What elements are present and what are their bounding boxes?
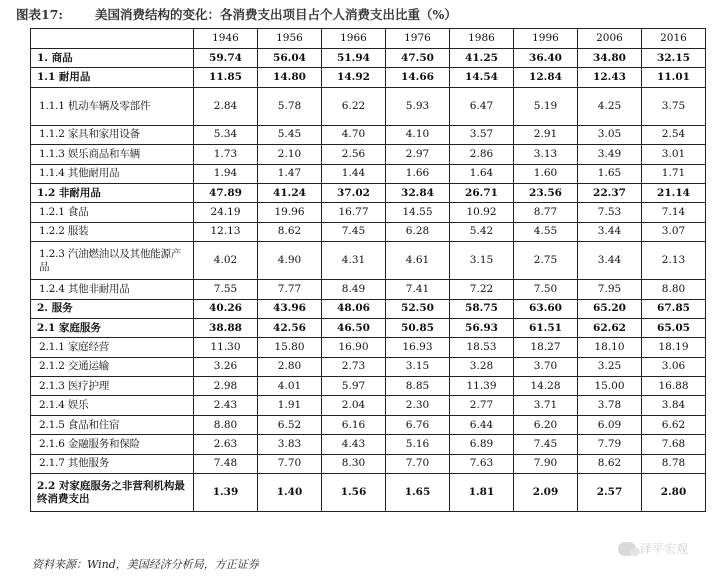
value-cell: 6.16 [322, 415, 386, 434]
value-cell: 14.28 [514, 377, 578, 396]
value-cell: 4.61 [386, 242, 450, 280]
value-cell: 8.80 [642, 280, 706, 299]
value-cell: 3.15 [450, 242, 514, 280]
row-label: 1.2 非耐用品 [31, 183, 194, 202]
value-cell: 6.44 [450, 415, 514, 434]
wechat-icon [618, 542, 636, 556]
table-row [31, 68, 706, 87]
value-cell: 2.86 [450, 145, 514, 164]
value-cell: 3.49 [578, 145, 642, 164]
value-cell: 14.66 [386, 68, 450, 87]
value-cell: 43.96 [258, 299, 322, 318]
watermark-text: 泽平宏观 [640, 542, 689, 556]
value-cell: 22.37 [578, 183, 642, 202]
row-label: 1.1.3 娱乐商品和车辆 [31, 145, 194, 164]
value-cell: 1.71 [642, 164, 706, 183]
value-cell: 4.43 [322, 435, 386, 454]
value-cell: 2.54 [642, 125, 706, 144]
value-cell: 4.25 [578, 87, 642, 125]
value-cell: 3.13 [514, 145, 578, 164]
value-cell: 8.30 [322, 454, 386, 473]
value-cell: 11.85 [194, 68, 258, 87]
value-cell: 7.14 [642, 203, 706, 222]
value-cell: 2.57 [578, 474, 642, 512]
value-cell: 2.04 [322, 396, 386, 415]
value-cell: 3.06 [642, 357, 706, 376]
table-row [31, 203, 706, 222]
value-cell: 3.05 [578, 125, 642, 144]
value-cell: 47.50 [386, 49, 450, 68]
value-cell: 3.71 [514, 396, 578, 415]
value-cell: 65.05 [642, 318, 706, 337]
table-row [31, 454, 706, 473]
value-cell: 2.63 [194, 435, 258, 454]
row-label: 2.2 对家庭服务之非营利机构最终消费支出 [31, 474, 194, 512]
table-row [31, 415, 706, 434]
row-label: 1.2.2 服装 [31, 222, 194, 241]
table-row [31, 183, 706, 202]
value-cell: 16.77 [322, 203, 386, 222]
value-cell: 7.79 [578, 435, 642, 454]
year-header: 1986 [450, 29, 514, 49]
value-cell: 7.50 [514, 280, 578, 299]
year-header: 2016 [642, 29, 706, 49]
value-cell: 5.93 [386, 87, 450, 125]
value-cell: 3.83 [258, 435, 322, 454]
value-cell: 1.91 [258, 396, 322, 415]
value-cell: 1.40 [258, 474, 322, 512]
value-cell: 5.16 [386, 435, 450, 454]
value-cell: 6.20 [514, 415, 578, 434]
table-row [31, 222, 706, 241]
value-cell: 18.19 [642, 338, 706, 357]
source-note: 资料来源：Wind，美国经济分析局，方正证券 [32, 558, 259, 571]
value-cell: 7.95 [578, 280, 642, 299]
value-cell: 4.01 [258, 377, 322, 396]
value-cell: 32.84 [386, 183, 450, 202]
value-cell: 18.53 [450, 338, 514, 357]
value-cell: 24.19 [194, 203, 258, 222]
value-cell: 46.50 [322, 318, 386, 337]
row-label: 1.1.4 其他耐用品 [31, 164, 194, 183]
value-cell: 6.09 [578, 415, 642, 434]
table-row [31, 338, 706, 357]
value-cell: 8.62 [578, 454, 642, 473]
figure-caption: 美国消费结构的变化：各消费支出项目占个人消费支出比重（%） [95, 7, 457, 22]
value-cell: 61.51 [514, 318, 578, 337]
value-cell: 16.88 [642, 377, 706, 396]
year-header: 1976 [386, 29, 450, 49]
row-label: 2.1.7 其他服务 [31, 454, 194, 473]
table-row [31, 242, 706, 280]
value-cell: 32.15 [642, 49, 706, 68]
value-cell: 2.43 [194, 396, 258, 415]
value-cell: 7.90 [514, 454, 578, 473]
value-cell: 47.89 [194, 183, 258, 202]
consumption-structure-table [30, 28, 706, 512]
row-label: 2.1.1 家庭经营 [31, 338, 194, 357]
table-row [31, 396, 706, 415]
value-cell: 3.25 [578, 357, 642, 376]
value-cell: 5.78 [258, 87, 322, 125]
value-cell: 3.44 [578, 242, 642, 280]
table-header-row [31, 29, 706, 49]
value-cell: 3.15 [386, 357, 450, 376]
value-cell: 2.73 [322, 357, 386, 376]
value-cell: 65.20 [578, 299, 642, 318]
value-cell: 3.26 [194, 357, 258, 376]
figure-title [8, 4, 708, 24]
value-cell: 6.52 [258, 415, 322, 434]
value-cell: 5.97 [322, 377, 386, 396]
value-cell: 2.80 [642, 474, 706, 512]
table-row [31, 435, 706, 454]
value-cell: 51.94 [322, 49, 386, 68]
value-cell: 2.56 [322, 145, 386, 164]
table-row [31, 145, 706, 164]
value-cell: 16.93 [386, 338, 450, 357]
value-cell: 7.45 [322, 222, 386, 241]
value-cell: 42.56 [258, 318, 322, 337]
value-cell: 56.93 [450, 318, 514, 337]
value-cell: 1.66 [386, 164, 450, 183]
value-cell: 1.44 [322, 164, 386, 183]
value-cell: 7.70 [386, 454, 450, 473]
value-cell: 48.06 [322, 299, 386, 318]
value-cell: 4.31 [322, 242, 386, 280]
value-cell: 2.09 [514, 474, 578, 512]
value-cell: 16.90 [322, 338, 386, 357]
year-header: 1996 [514, 29, 578, 49]
value-cell: 59.74 [194, 49, 258, 68]
value-cell: 3.84 [642, 396, 706, 415]
table-row [31, 357, 706, 376]
value-cell: 3.28 [450, 357, 514, 376]
value-cell: 7.55 [194, 280, 258, 299]
row-label: 2.1.3 医疗护理 [31, 377, 194, 396]
value-cell: 3.70 [514, 357, 578, 376]
header-corner [31, 29, 194, 49]
value-cell: 63.60 [514, 299, 578, 318]
value-cell: 6.62 [642, 415, 706, 434]
value-cell: 2.10 [258, 145, 322, 164]
value-cell: 14.55 [386, 203, 450, 222]
value-cell: 5.45 [258, 125, 322, 144]
value-cell: 8.49 [322, 280, 386, 299]
row-label: 1.1 耐用品 [31, 68, 194, 87]
year-header: 2006 [578, 29, 642, 49]
value-cell: 7.77 [258, 280, 322, 299]
year-header: 1966 [322, 29, 386, 49]
value-cell: 2.98 [194, 377, 258, 396]
row-label: 2.1.6 金融服务和保险 [31, 435, 194, 454]
value-cell: 2.80 [258, 357, 322, 376]
value-cell: 12.43 [578, 68, 642, 87]
year-header: 1946 [194, 29, 258, 49]
table-body [31, 49, 706, 512]
value-cell: 4.70 [322, 125, 386, 144]
value-cell: 7.48 [194, 454, 258, 473]
value-cell: 19.96 [258, 203, 322, 222]
row-label: 1.2.3 汽油燃油以及其他能源产品 [31, 242, 194, 280]
row-label: 1.1.2 家具和家用设备 [31, 125, 194, 144]
value-cell: 62.62 [578, 318, 642, 337]
value-cell: 7.53 [578, 203, 642, 222]
table-row [31, 377, 706, 396]
table-row [31, 280, 706, 299]
value-cell: 3.78 [578, 396, 642, 415]
table-row [31, 49, 706, 68]
value-cell: 1.64 [450, 164, 514, 183]
value-cell: 36.40 [514, 49, 578, 68]
value-cell: 23.56 [514, 183, 578, 202]
value-cell: 14.92 [322, 68, 386, 87]
value-cell: 10.92 [450, 203, 514, 222]
value-cell: 6.89 [450, 435, 514, 454]
value-cell: 12.84 [514, 68, 578, 87]
value-cell: 4.10 [386, 125, 450, 144]
value-cell: 26.71 [450, 183, 514, 202]
value-cell: 1.81 [450, 474, 514, 512]
value-cell: 3.07 [642, 222, 706, 241]
value-cell: 38.88 [194, 318, 258, 337]
value-cell: 2.84 [194, 87, 258, 125]
value-cell: 1.65 [578, 164, 642, 183]
row-label: 1.2.4 其他非耐用品 [31, 280, 194, 299]
value-cell: 1.60 [514, 164, 578, 183]
row-label: 1.1.1 机动车辆及零部件 [31, 87, 194, 125]
value-cell: 18.10 [578, 338, 642, 357]
watermark [618, 540, 688, 557]
table-row [31, 164, 706, 183]
figure-label: 图表17: [16, 7, 64, 22]
value-cell: 7.45 [514, 435, 578, 454]
row-label: 2.1 家庭服务 [31, 318, 194, 337]
value-cell: 5.19 [514, 87, 578, 125]
value-cell: 41.24 [258, 183, 322, 202]
value-cell: 1.56 [322, 474, 386, 512]
value-cell: 2.97 [386, 145, 450, 164]
value-cell: 1.39 [194, 474, 258, 512]
value-cell: 8.62 [258, 222, 322, 241]
value-cell: 7.41 [386, 280, 450, 299]
value-cell: 6.28 [386, 222, 450, 241]
row-label: 1.2.1 食品 [31, 203, 194, 222]
value-cell: 4.02 [194, 242, 258, 280]
value-cell: 15.00 [578, 377, 642, 396]
value-cell: 6.76 [386, 415, 450, 434]
value-cell: 8.80 [194, 415, 258, 434]
value-cell: 1.94 [194, 164, 258, 183]
value-cell: 2.91 [514, 125, 578, 144]
value-cell: 7.68 [642, 435, 706, 454]
table-row [31, 87, 706, 125]
value-cell: 3.44 [578, 222, 642, 241]
table-row [31, 474, 706, 512]
value-cell: 37.02 [322, 183, 386, 202]
value-cell: 5.34 [194, 125, 258, 144]
value-cell: 11.30 [194, 338, 258, 357]
value-cell: 8.85 [386, 377, 450, 396]
value-cell: 2.30 [386, 396, 450, 415]
table-row [31, 318, 706, 337]
value-cell: 52.50 [386, 299, 450, 318]
row-label: 2.1.4 娱乐 [31, 396, 194, 415]
value-cell: 56.04 [258, 49, 322, 68]
value-cell: 40.26 [194, 299, 258, 318]
row-label: 2. 服务 [31, 299, 194, 318]
row-label: 2.1.5 食品和住宿 [31, 415, 194, 434]
value-cell: 2.75 [514, 242, 578, 280]
value-cell: 18.27 [514, 338, 578, 357]
table-row [31, 299, 706, 318]
value-cell: 3.75 [642, 87, 706, 125]
value-cell: 7.22 [450, 280, 514, 299]
value-cell: 6.22 [322, 87, 386, 125]
value-cell: 6.47 [450, 87, 514, 125]
value-cell: 14.80 [258, 68, 322, 87]
value-cell: 11.39 [450, 377, 514, 396]
value-cell: 1.65 [386, 474, 450, 512]
row-label: 2.1.2 交通运输 [31, 357, 194, 376]
value-cell: 58.75 [450, 299, 514, 318]
row-label: 1. 商品 [31, 49, 194, 68]
value-cell: 12.13 [194, 222, 258, 241]
value-cell: 15.80 [258, 338, 322, 357]
value-cell: 41.25 [450, 49, 514, 68]
value-cell: 2.77 [450, 396, 514, 415]
value-cell: 14.54 [450, 68, 514, 87]
value-cell: 5.42 [450, 222, 514, 241]
value-cell: 50.85 [386, 318, 450, 337]
value-cell: 3.01 [642, 145, 706, 164]
value-cell: 4.55 [514, 222, 578, 241]
value-cell: 1.47 [258, 164, 322, 183]
value-cell: 8.78 [642, 454, 706, 473]
value-cell: 2.13 [642, 242, 706, 280]
value-cell: 34.80 [578, 49, 642, 68]
table-row [31, 125, 706, 144]
value-cell: 1.73 [194, 145, 258, 164]
value-cell: 4.90 [258, 242, 322, 280]
value-cell: 7.70 [258, 454, 322, 473]
value-cell: 21.14 [642, 183, 706, 202]
value-cell: 3.57 [450, 125, 514, 144]
value-cell: 8.77 [514, 203, 578, 222]
value-cell: 7.63 [450, 454, 514, 473]
value-cell: 11.01 [642, 68, 706, 87]
year-header: 1956 [258, 29, 322, 49]
value-cell: 67.85 [642, 299, 706, 318]
